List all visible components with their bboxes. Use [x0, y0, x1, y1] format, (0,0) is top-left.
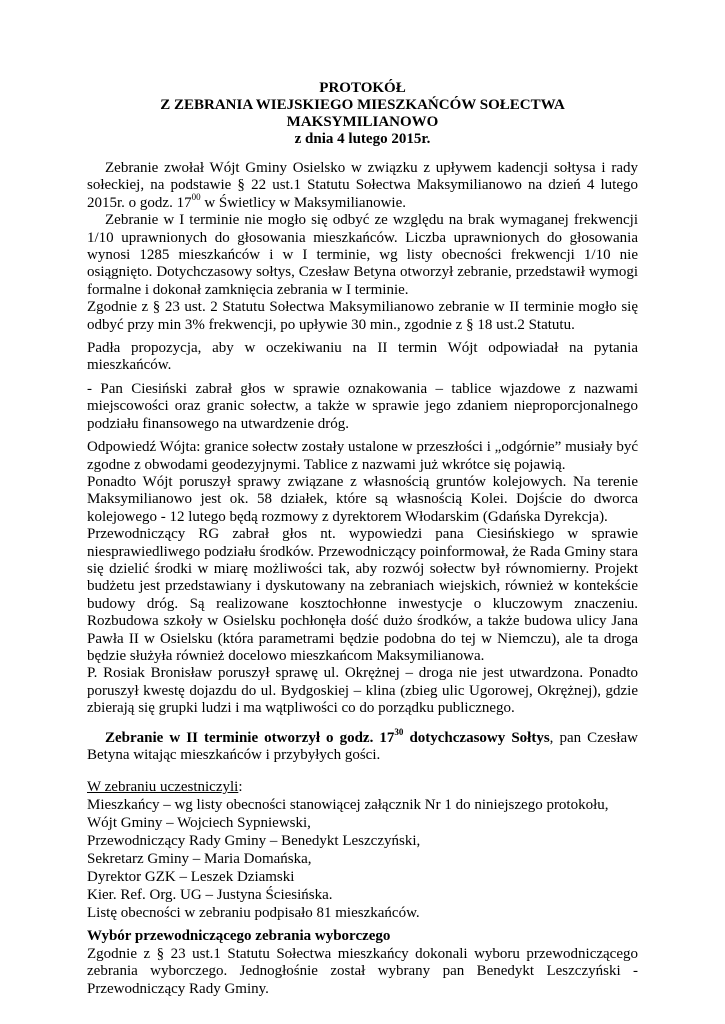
document-subtitle: Z ZEBRANIA WIEJSKIEGO MIESZKAŃCÓW SOŁECTWA MAKSYMILIANOWO [160, 97, 565, 130]
document-title: PROTOKÓŁ [319, 80, 406, 96]
participant-item: Dyrektor GZK – Leszek Dziamski [87, 869, 295, 886]
election-paragraph: Zgodnie z § 23 ust.1 Statutu Sołectwa mieszkańcy dokonali wyboru przewodniczącego zebrania wyborczego. Jednogłośnie został wybrany pan Benedykt Leszczyński - Przewodniczący Rady Gminy. [87, 945, 638, 997]
second-term-rest: , pan Czesław Betyna witając mieszkańców i przybyłych gości. [87, 729, 638, 763]
ciesinski-paragraph: - Pan Ciesiński zabrał głos w sprawie oznakowania – tablice wjazdowe z nazwami miejscowości oraz granic sołectw, a także w sprawie jego zdaniem nieproporcjonalnego podziału finansowego na utwardzenie dróg. [87, 380, 638, 432]
second-term-paragraph [87, 726, 638, 765]
rosiak-paragraph: P. Rosiak Bronisław poruszył sprawę ul. Okrężnej – droga nie jest utwardzona. Ponadto poruszył kwestę dojazdu do ul. Bydgoskiej – klina (zbieg ulic Ugorowej, Okrężnej), gdzie zbierają się grupki ludzi i ma wątpliwości co do porządku publicznego. [87, 665, 638, 717]
participants-list [87, 778, 638, 922]
first-term-paragraph: Zebranie w I terminie nie mogło się odbyć ze względu na brak wymaganej frekwencji 1/10 uprawnionych do głosowania mieszkańców. Liczba uprawnionych do głosowania wynosi 1285 mieszkańców i w I terminie, wg listy obecności frekwencji 1/10 nie osiągnięto. Dotychczasowy sołtys, Czesław Betyna otworzył zebranie, przedstawił wymogi formalne i dokonał zamknięcia zebrania w I terminie. [87, 212, 638, 298]
chairman-paragraph: Przewodniczący RG zabrał głos nt. wypowiedzi pana Ciesińskiego w sprawie niesprawiedliwego podziału środków. Przewodniczący poinformował, że Rada Gminy stara się dzielić środki w miarę możliwości tak, aby rozwój sołectw był równomierny. Projekt budżetu jest przedstawiany i dyskutowany na zebraniach wiejskich, również w kontekście budowy dróg. Są realizowane kosztochłonne inwestycje o kluczowym znaczeniu. Rozbudowa szkoły w Osielsku pochłonęła dość dużo środków, a także budowa ulicy Jana Pawła II w Osielsku (która parametrami będzie podobna do tej w Niemczu), ale ta droga będzie służyła również docelowo mieszkańcom Maksymilianowa. [87, 526, 638, 664]
election-heading: Wybór przewodniczącego zebrania wyborczego [87, 928, 391, 945]
participants-heading-text: W zebraniu uczestniczyli [87, 779, 239, 796]
protocol-document [87, 80, 638, 998]
participants-heading [87, 778, 638, 796]
mayor-answer-paragraph: Odpowiedź Wójta: granice sołectw zostały ustalone w przeszłości i „odgórnie” musiały być zgodne z obwodami geodezyjnymi. Tablice z nazwami już wkrótce się pojawią. [87, 439, 638, 473]
participant-item: Kier. Ref. Org. UG – Justyna Ściesińska. [87, 887, 333, 904]
participants-heading-colon: : [238, 779, 243, 796]
participant-item: Przewodniczący Rady Gminy – Benedykt Leszczyński, [87, 833, 421, 850]
second-term-bold-1: Zebranie w II terminie otworzył o godz. 17 [105, 729, 395, 746]
statute-paragraph: Zgodnie z § 23 ust. 2 Statutu Sołectwa Maksymilianowo zebranie w II terminie mogło się odbyć przy min 3% frekwencji, po upływie 30 min., zgodnie z § 18 ust.2 Statutu. [87, 299, 638, 333]
railway-paragraph: Ponadto Wójt poruszył sprawy związane z własnością gruntów kolejowych. Na terenie Maksymilianowo jest ok. 58 działek, które są własnością Kolei. Dojście do dworca kolejowego - 12 lutego będą rozmowy z dyrektorem Włodarskim (Gdańska Dyrekcja). [87, 473, 638, 525]
intro-text-2: w Świetlicy w Maksymilianowie. [200, 194, 406, 211]
intro-time-superscript: 00 [191, 191, 201, 202]
participant-item: Wójt Gminy – Wojciech Sypniewski, [87, 815, 311, 832]
participant-item: Sekretarz Gminy – Maria Domańska, [87, 851, 312, 868]
document-date: z dnia 4 lutego 2015r. [294, 131, 431, 147]
intro-paragraph [87, 160, 638, 212]
participant-item: Mieszkańcy – wg listy obecności stanowiącej załącznik Nr 1 do niniejszego protokołu, [87, 797, 609, 814]
second-term-time-superscript: 30 [394, 726, 404, 737]
second-term-bold-2: dotychczasowy Sołtys [403, 729, 550, 746]
participant-item: Listę obecności w zebraniu podpisało 81 mieszkańców. [87, 905, 420, 922]
intro-text-1: Zebranie zwołał Wójt Gminy Osielsko w związku z upływem kadencji sołtysa i rady sołeckiej, na podstawie § 22 ust.1 Statutu Sołectwa Maksymilianowo na dzień 4 lutego 2015r. o godz. 17 [87, 160, 638, 211]
proposal-paragraph: Padła propozycja, aby w oczekiwaniu na II termin Wójt odpowiadał na pytania mieszkańców. [87, 340, 638, 374]
document-header [87, 80, 638, 148]
